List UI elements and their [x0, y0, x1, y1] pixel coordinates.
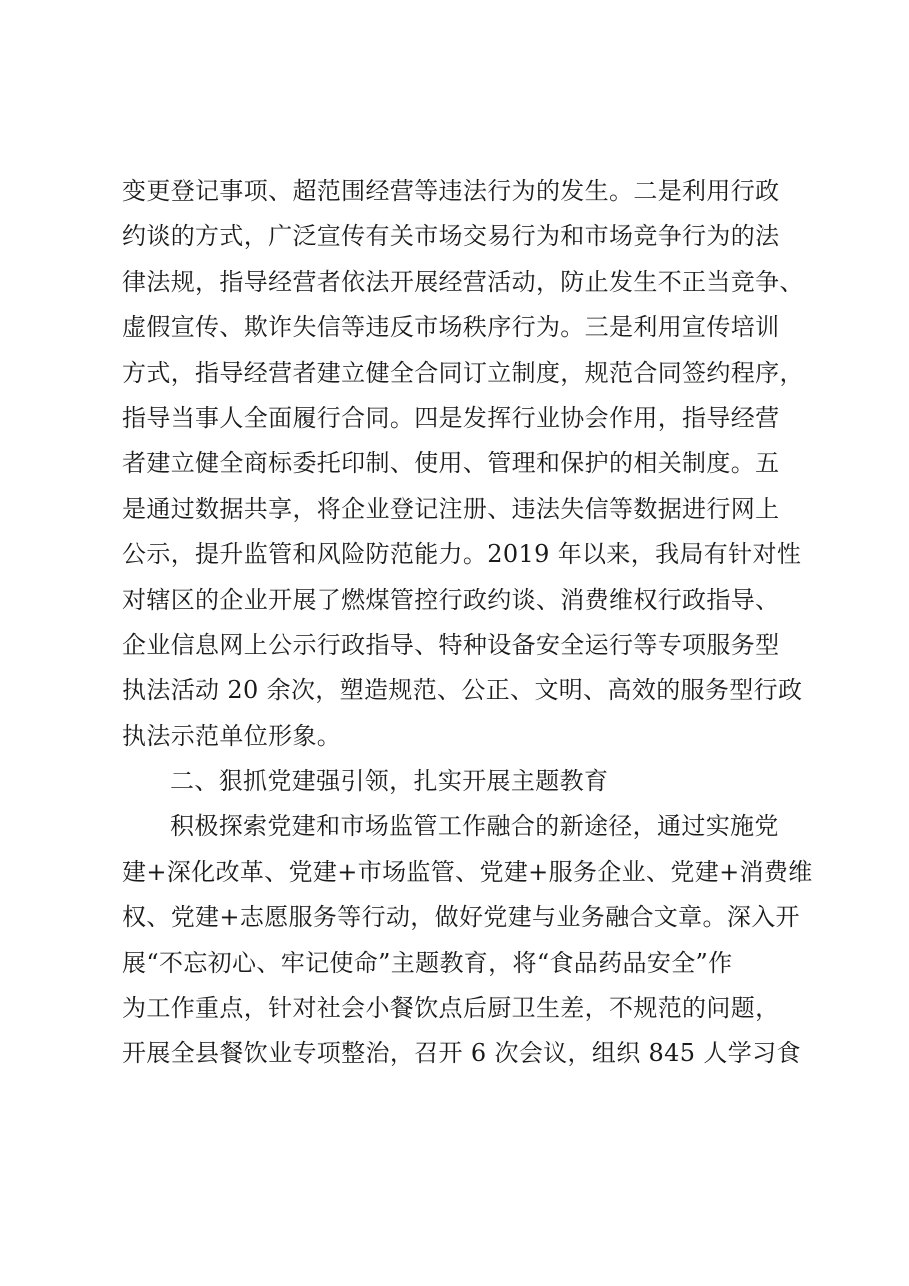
paragraph-party-building: [122, 804, 822, 1076]
text-line: 是通过数据共享，将企业登记注册、违法失信等数据进行网上: [122, 494, 780, 523]
document-body: [122, 169, 822, 1077]
text-line: 公示，提升监管和风险防范能力。2019 年以来，我局有针对性: [122, 540, 802, 569]
text-line: 执法活动 20 余次，塑造规范、公正、文明、高效的服务型行政: [122, 676, 803, 705]
text-line: 方式，指导经营者建立健全合同订立制度，规范合同签约程序，: [122, 358, 804, 387]
section-heading: [122, 759, 822, 804]
text-line: 建+深化改革、党建+市场监管、党建+服务企业、党建+消费维: [122, 857, 813, 886]
text-line: 开展全县餐饮业专项整治，召开 6 次会议，组织 845 人学习食: [122, 1039, 801, 1068]
text-line: 权、党建+志愿服务等行动，做好党建与业务融合文章。深入开: [122, 903, 800, 932]
heading-line: 二、狠抓党建强引领，扎实开展主题教育: [170, 767, 609, 796]
text-line: 指导当事人全面履行合同。四是发挥行业协会作用，指导经营: [122, 403, 780, 432]
text-line: 约谈的方式，广泛宣传有关市场交易行为和市场竞争行为的法: [122, 222, 780, 251]
text-line: 律法规，指导经营者依法开展经营活动，防止发生不正当竞争、: [122, 267, 804, 296]
text-line: 者建立健全商标委托印制、使用、管理和保护的相关制度。五: [122, 449, 780, 478]
text-line: 企业信息网上公示行政指导、特种设备安全运行等专项服务型: [122, 630, 780, 659]
text-line: 虚假宣传、欺诈失信等违反市场秩序行为。三是利用宣传培训: [122, 313, 780, 342]
text-line: 展“不忘初心、牢记使命”主题教育，将“食品药品安全”作: [122, 948, 733, 977]
text-line: 执法示范单位形象。: [122, 721, 342, 750]
text-line: 变更登记事项、超范围经营等违法行为的发生。二是利用行政: [122, 177, 780, 205]
text-line: 为工作重点，针对社会小餐饮点后厨卫生差，不规范的问题，: [122, 994, 780, 1023]
paragraph-service-enforcement: [122, 169, 822, 759]
text-line: 积极探索党建和市场监管工作融合的新途径，通过实施党: [170, 812, 779, 841]
text-line: 对辖区的企业开展了燃煤管控行政约谈、消费维权行政指导、: [122, 585, 780, 614]
